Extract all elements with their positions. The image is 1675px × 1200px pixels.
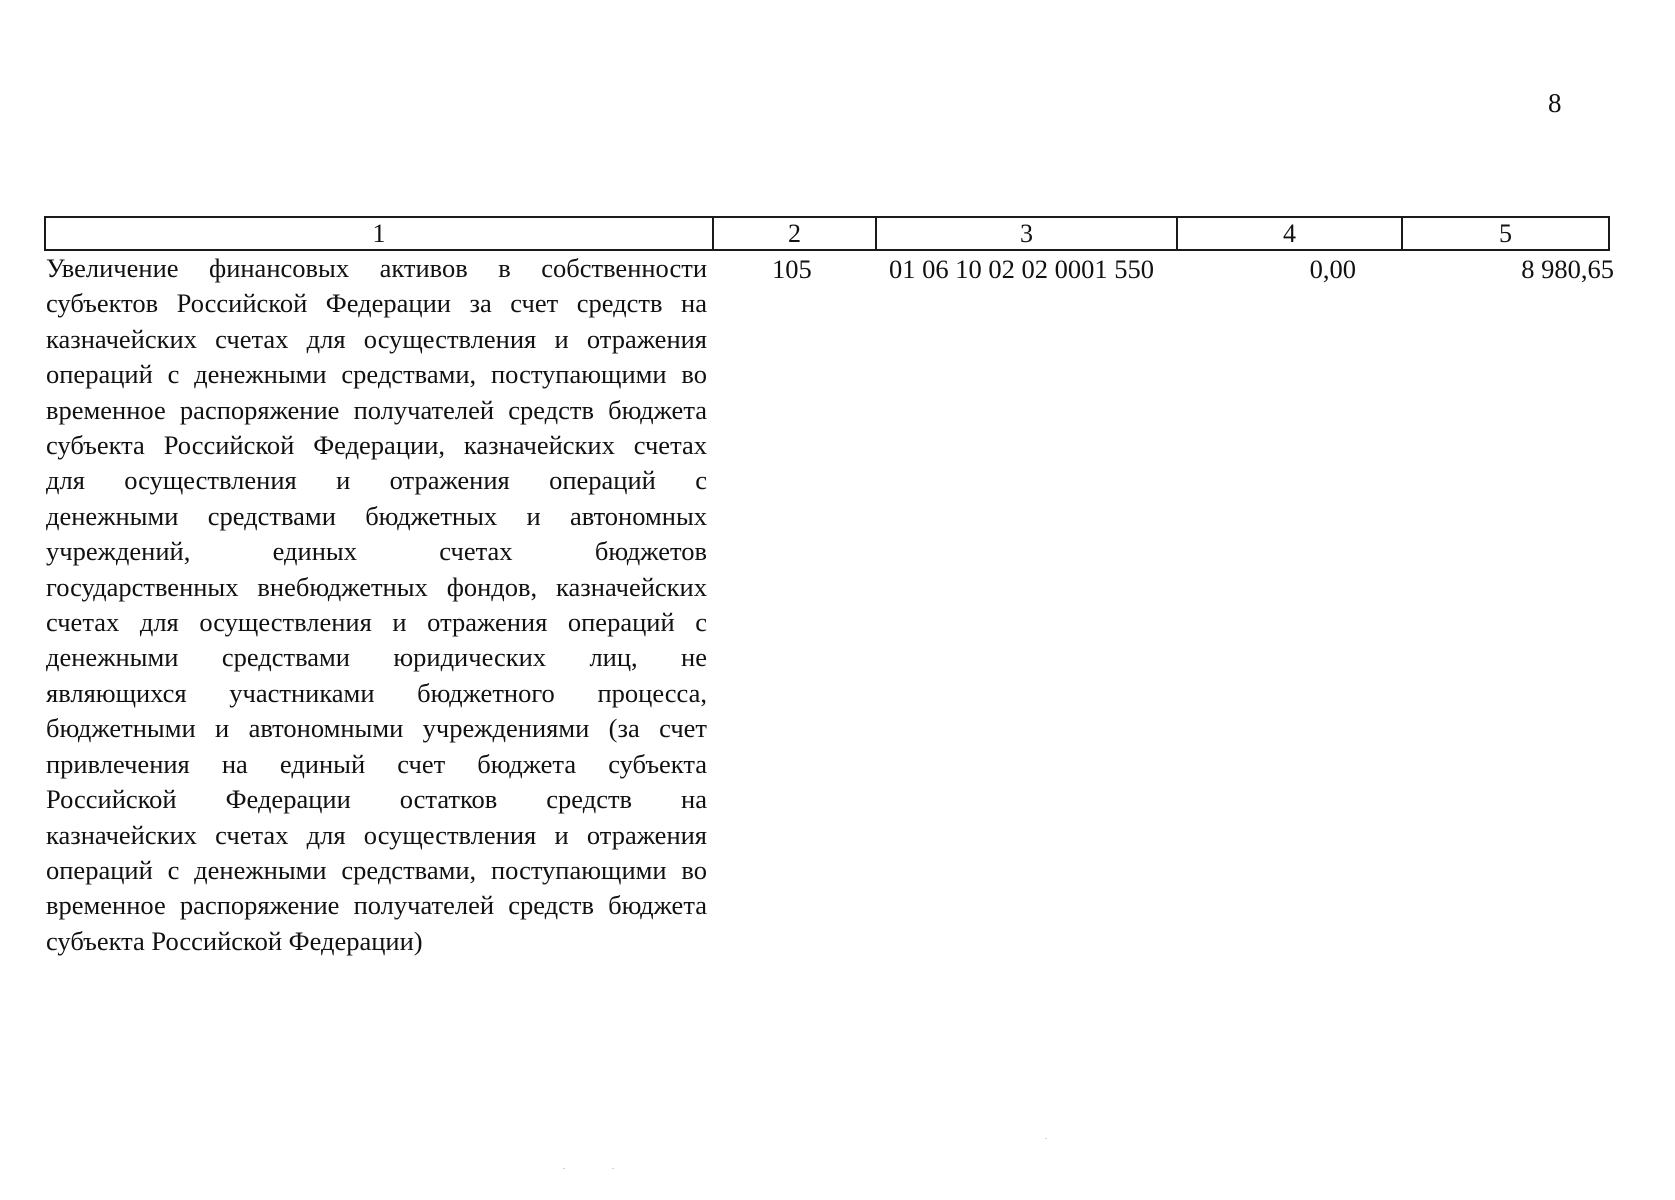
description-line: субъектов Российской Федерации за счет средств на [46, 288, 707, 319]
description-line: счетах для осуществления и отражения операций с [46, 607, 707, 638]
scan-speck [563, 1168, 565, 1169]
table-header-col-3: 3 [877, 218, 1178, 249]
scan-speck [1045, 1138, 1047, 1139]
table-header-col-1: 1 [46, 218, 714, 249]
description-line: привлечения на единый счет бюджета субъекта [46, 748, 707, 779]
description-line: субъекта Российской Федерации, казначейских счетах [46, 430, 707, 461]
description-line: Российской Федерации остатков средств на [46, 784, 707, 815]
description-line: казначейских счетах для осуществления и отражения [46, 819, 707, 850]
page-number: 8 [1548, 88, 1562, 118]
description-line: бюджетными и автономными учреждениями (за счет [46, 713, 707, 744]
table-header-col-4: 4 [1178, 218, 1403, 249]
description-line: для осуществления и отражения операций с [46, 465, 707, 496]
description-line: операций с денежными средствами, поступающими во [46, 854, 707, 885]
description-line: Увеличение финансовых активов в собственности [46, 253, 707, 283]
description-line: денежными средствами бюджетных и автономных [46, 500, 707, 531]
table-header-col-5: 5 [1403, 218, 1610, 249]
description-line: учреждений, единых счетах бюджетов [46, 536, 707, 567]
row-col-4-text: 0,00 [1309, 254, 1356, 284]
table-header-row [44, 216, 1610, 251]
description-line: государственных внебюджетных фондов, казначейских [46, 571, 707, 602]
description-line: операций с денежными средствами, поступающими во [46, 359, 707, 390]
scan-speck [612, 1168, 614, 1169]
description-line: казначейских счетах для осуществления и отражения [46, 323, 707, 354]
description-line: денежными средствами юридических лиц, не [46, 642, 707, 673]
description-line: субъекта Российской Федерации) [46, 925, 423, 956]
row-col-2-value: 105 [772, 254, 812, 284]
row-description [46, 251, 707, 959]
description-line: являющихся участниками бюджетного процесса, [46, 677, 707, 708]
row-col-5-text: 8 980,65 [1521, 254, 1614, 284]
description-line: временное распоряжение получателей средств бюджета [46, 890, 707, 921]
description-line: временное распоряжение получателей средств бюджета [46, 394, 707, 425]
row-col-3-value: 01 06 10 02 02 0001 550 [889, 254, 1154, 284]
table-header-col-2: 2 [714, 218, 877, 249]
